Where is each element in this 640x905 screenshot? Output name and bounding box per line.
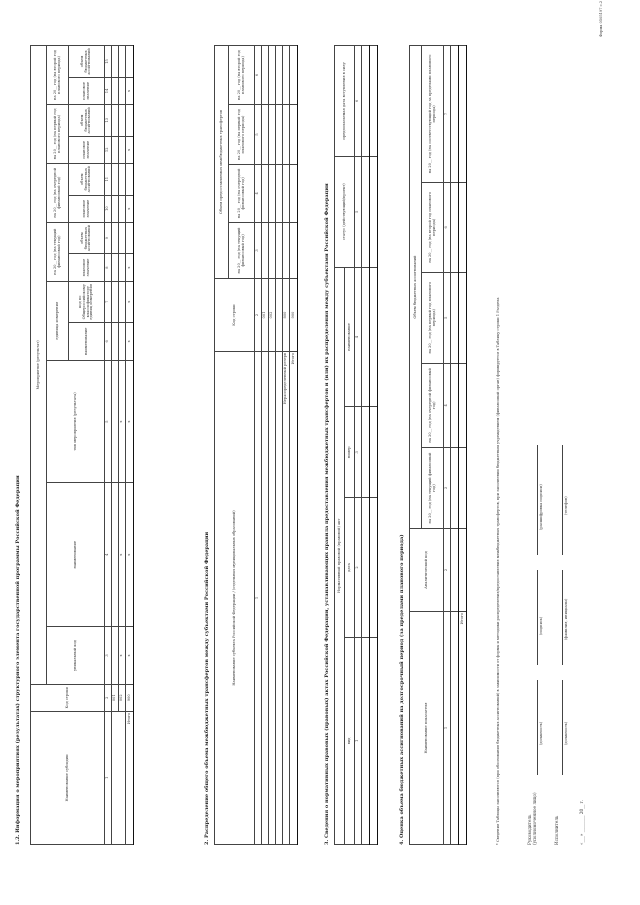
- x-mark: x: [126, 483, 134, 627]
- x-mark: x: [126, 322, 134, 360]
- col-number: 14: [105, 77, 112, 104]
- phone-caption: (телефон): [564, 496, 568, 515]
- col-number: 7: [444, 46, 451, 183]
- col-number: 5: [355, 156, 362, 267]
- sig-line[interactable]: [562, 445, 563, 555]
- x-mark: x: [119, 360, 126, 482]
- sig-line[interactable]: [537, 570, 538, 665]
- header-budget-volume: объем бюджетных ассигнований: [69, 163, 105, 195]
- reserve-code: 800: [283, 279, 290, 352]
- header-year-2: на 20__ год (на очередной финансовый год): [229, 164, 255, 222]
- fio-caption: (фамилия, инициалы): [564, 598, 568, 640]
- header-acts-group: Нормативный правовой (правовой) акт: [335, 267, 345, 844]
- col-number: 4: [105, 483, 112, 627]
- section12-title: 1.2. Информация о мероприятиях (результатах) структурного элемента государственной программы Российской Федерации: [15, 475, 21, 845]
- section3-title: 3. Сведения о нормативных правовых (правовых) актах Российской Федерации, устанавливающих правила предоставления межбюджетных трансфертов и (или) их распределения между субъектами Российской Федерации: [324, 183, 330, 845]
- header-activity-group: Мероприятие (результат): [31, 46, 47, 685]
- header-type: вид: [345, 637, 355, 844]
- row-code: 001: [112, 684, 119, 711]
- header-plan-value: плановое значение: [69, 136, 105, 163]
- col-number: 1: [255, 352, 262, 845]
- col-number: 1: [355, 637, 362, 844]
- position-caption: (должность): [564, 721, 568, 745]
- row-code: 002: [119, 684, 126, 711]
- header-activity-name: наименование: [47, 483, 105, 627]
- col-number: 2: [255, 279, 262, 352]
- col-number: 3: [355, 407, 362, 498]
- decoding-caption: (расшифровка подписи): [539, 484, 543, 530]
- x-mark: x: [119, 627, 126, 684]
- x-mark: x: [119, 483, 126, 627]
- col-number: 12: [105, 136, 112, 163]
- col-number: 5: [444, 272, 451, 363]
- itogo-label: Итого: [459, 612, 467, 845]
- header-year-current: на 20__ год (на текущий финансовый год): [47, 222, 69, 281]
- header-year-2: на 20__ год (на очередной финансовый год): [422, 363, 444, 447]
- sig-line[interactable]: [562, 680, 563, 775]
- col-number: 4: [355, 267, 362, 407]
- header-code: Код строки: [31, 684, 105, 711]
- x-mark: x: [126, 281, 134, 322]
- header-year-5: на 20__ год (на соответствующий год за пределами планового периода): [422, 46, 444, 183]
- col-number: 7: [105, 281, 112, 322]
- col-number: 4: [255, 164, 262, 222]
- col-number: 6: [355, 46, 362, 157]
- sig-line[interactable]: [562, 570, 563, 665]
- header-unit-name: наименование: [69, 322, 105, 360]
- signature-caption: (подпись): [539, 616, 543, 635]
- header-planned-date: предполагаемая дата вступления в силу: [335, 46, 355, 157]
- position-caption: (должность): [539, 721, 543, 745]
- x-mark: x: [126, 77, 134, 104]
- header-indicator-name: Наименование показателя: [410, 612, 444, 845]
- x-mark: x: [126, 195, 134, 222]
- col-number: 15: [105, 46, 112, 78]
- col-number: 13: [105, 104, 112, 136]
- header-year-3: на 20__ год (на первый год планового периода): [229, 105, 255, 165]
- col-number: 2: [105, 684, 112, 711]
- x-mark: x: [126, 360, 134, 482]
- col-number: 4: [444, 363, 451, 447]
- section4-title: 4. Оценка объема бюджетных ассигнований на долгосрочный период (за пределами планового периода): [399, 534, 405, 845]
- row-code: 002: [269, 279, 276, 352]
- itogo-label: Итого: [126, 711, 134, 844]
- x-mark: x: [126, 254, 134, 281]
- header-budget-volume: объем бюджетных ассигнований: [69, 222, 105, 254]
- header-code: Код строки: [215, 279, 255, 352]
- col-number: 11: [105, 163, 112, 195]
- col-number: 6: [255, 46, 262, 105]
- header-budget-group: Объем бюджетных ассигнований: [410, 46, 422, 529]
- legal-acts-table: [334, 45, 378, 845]
- row-code: 001: [262, 279, 269, 352]
- longterm-table: [409, 45, 467, 845]
- col-number: 9: [105, 222, 112, 254]
- header-plan-value: плановое значение: [69, 195, 105, 222]
- footnote: * Сведения Таблицы заполняются (при обоснования бюджетных ассигнований) в зависимости от формы и методики распределения/предоставления межбюджетных трансфертов, при заполнении бюджетным учреждением (финансовый орган) формируется в Таблицу строки 1 Раздела: [496, 297, 500, 845]
- header-activity-type: тип мероприятия (результата): [47, 360, 105, 482]
- itogo-code: 900: [290, 279, 298, 352]
- header-okei: код по Общероссийскому классификатору единиц измерения: [69, 281, 105, 322]
- activities-table: [30, 45, 134, 845]
- col-number: 3: [255, 222, 262, 278]
- table-cell: [112, 711, 126, 844]
- header-plan-value: плановое значение: [69, 254, 105, 281]
- col-number: 5: [105, 360, 112, 482]
- header-budget-volume: объем бюджетных ассигнований: [69, 104, 105, 136]
- header-unique-code: уникальный код: [47, 627, 105, 684]
- header-name: наименование: [345, 267, 355, 407]
- col-number: 8: [105, 254, 112, 281]
- header-year-1: на 20__ год (на текущий финансовый год): [229, 222, 255, 278]
- col-number: 6: [105, 322, 112, 360]
- exec-label: Исполнитель: [554, 815, 559, 845]
- transfers-table: [214, 45, 298, 845]
- section2-title: 2. Распределение общего объема межбюджетных трансфертов между субъектами Российской Федерации: [204, 531, 210, 845]
- header-subject-name: Наименование субъекта Российской Федерации / (отдельных муниципальных образований): [215, 352, 255, 845]
- col-number: 1: [444, 612, 451, 845]
- col-number: 2: [444, 529, 451, 612]
- head-label: Руководитель (уполномоченное лицо): [527, 792, 537, 845]
- header-budget-volume: объем бюджетных ассигнований: [69, 46, 105, 78]
- header-year-1: на 20__ год (на текущий финансовый год): [422, 448, 444, 529]
- col-number: 1: [105, 711, 112, 844]
- header-year-4: на 20__ год (на второй год планового периода): [229, 46, 255, 105]
- col-number: 5: [255, 105, 262, 165]
- header-year-4: на 20__ год (на второй год планового периода): [422, 182, 444, 272]
- col-number: 6: [444, 182, 451, 272]
- sig-line[interactable]: [537, 445, 538, 555]
- itogo-label: Итого: [290, 352, 298, 845]
- header-year-plan2: на 20__ год (на второй год планового периода): [47, 46, 69, 105]
- col-number: 10: [105, 195, 112, 222]
- header-year-plan1: на 20__ год (на первый год планового периода): [47, 104, 69, 163]
- header-analytic-code: Аналитический код: [410, 529, 444, 612]
- col-number: 3: [105, 627, 112, 684]
- sig-line[interactable]: [537, 680, 538, 775]
- x-mark: x: [126, 627, 134, 684]
- date-line[interactable]: «___» ________ 20__ г.: [579, 799, 584, 845]
- header-year-3: на 20__ год (на первый год планового периода): [422, 272, 444, 363]
- header-unit-group: единица измерения: [47, 281, 69, 360]
- header-year-next: на 20__ год (на очередной финансовый год): [47, 163, 69, 222]
- itogo-code: 900: [126, 684, 134, 711]
- header-number: номер: [345, 407, 355, 498]
- form-id: Форма 0505197 с.2: [599, 0, 603, 37]
- x-mark: x: [126, 136, 134, 163]
- header-subsidy-name: Наименование субсидии: [31, 711, 105, 844]
- col-number: 2: [355, 498, 362, 637]
- reserve-label: Нераспределенный резерв: [283, 352, 290, 845]
- col-number: 3: [444, 448, 451, 529]
- header-status: статус (действующий/проект): [335, 156, 355, 267]
- header-transfers-group: Объем предоставляемых межбюджетных трансфертов: [215, 46, 229, 279]
- header-plan-value: плановое значение: [69, 77, 105, 104]
- header-date: дата: [345, 498, 355, 637]
